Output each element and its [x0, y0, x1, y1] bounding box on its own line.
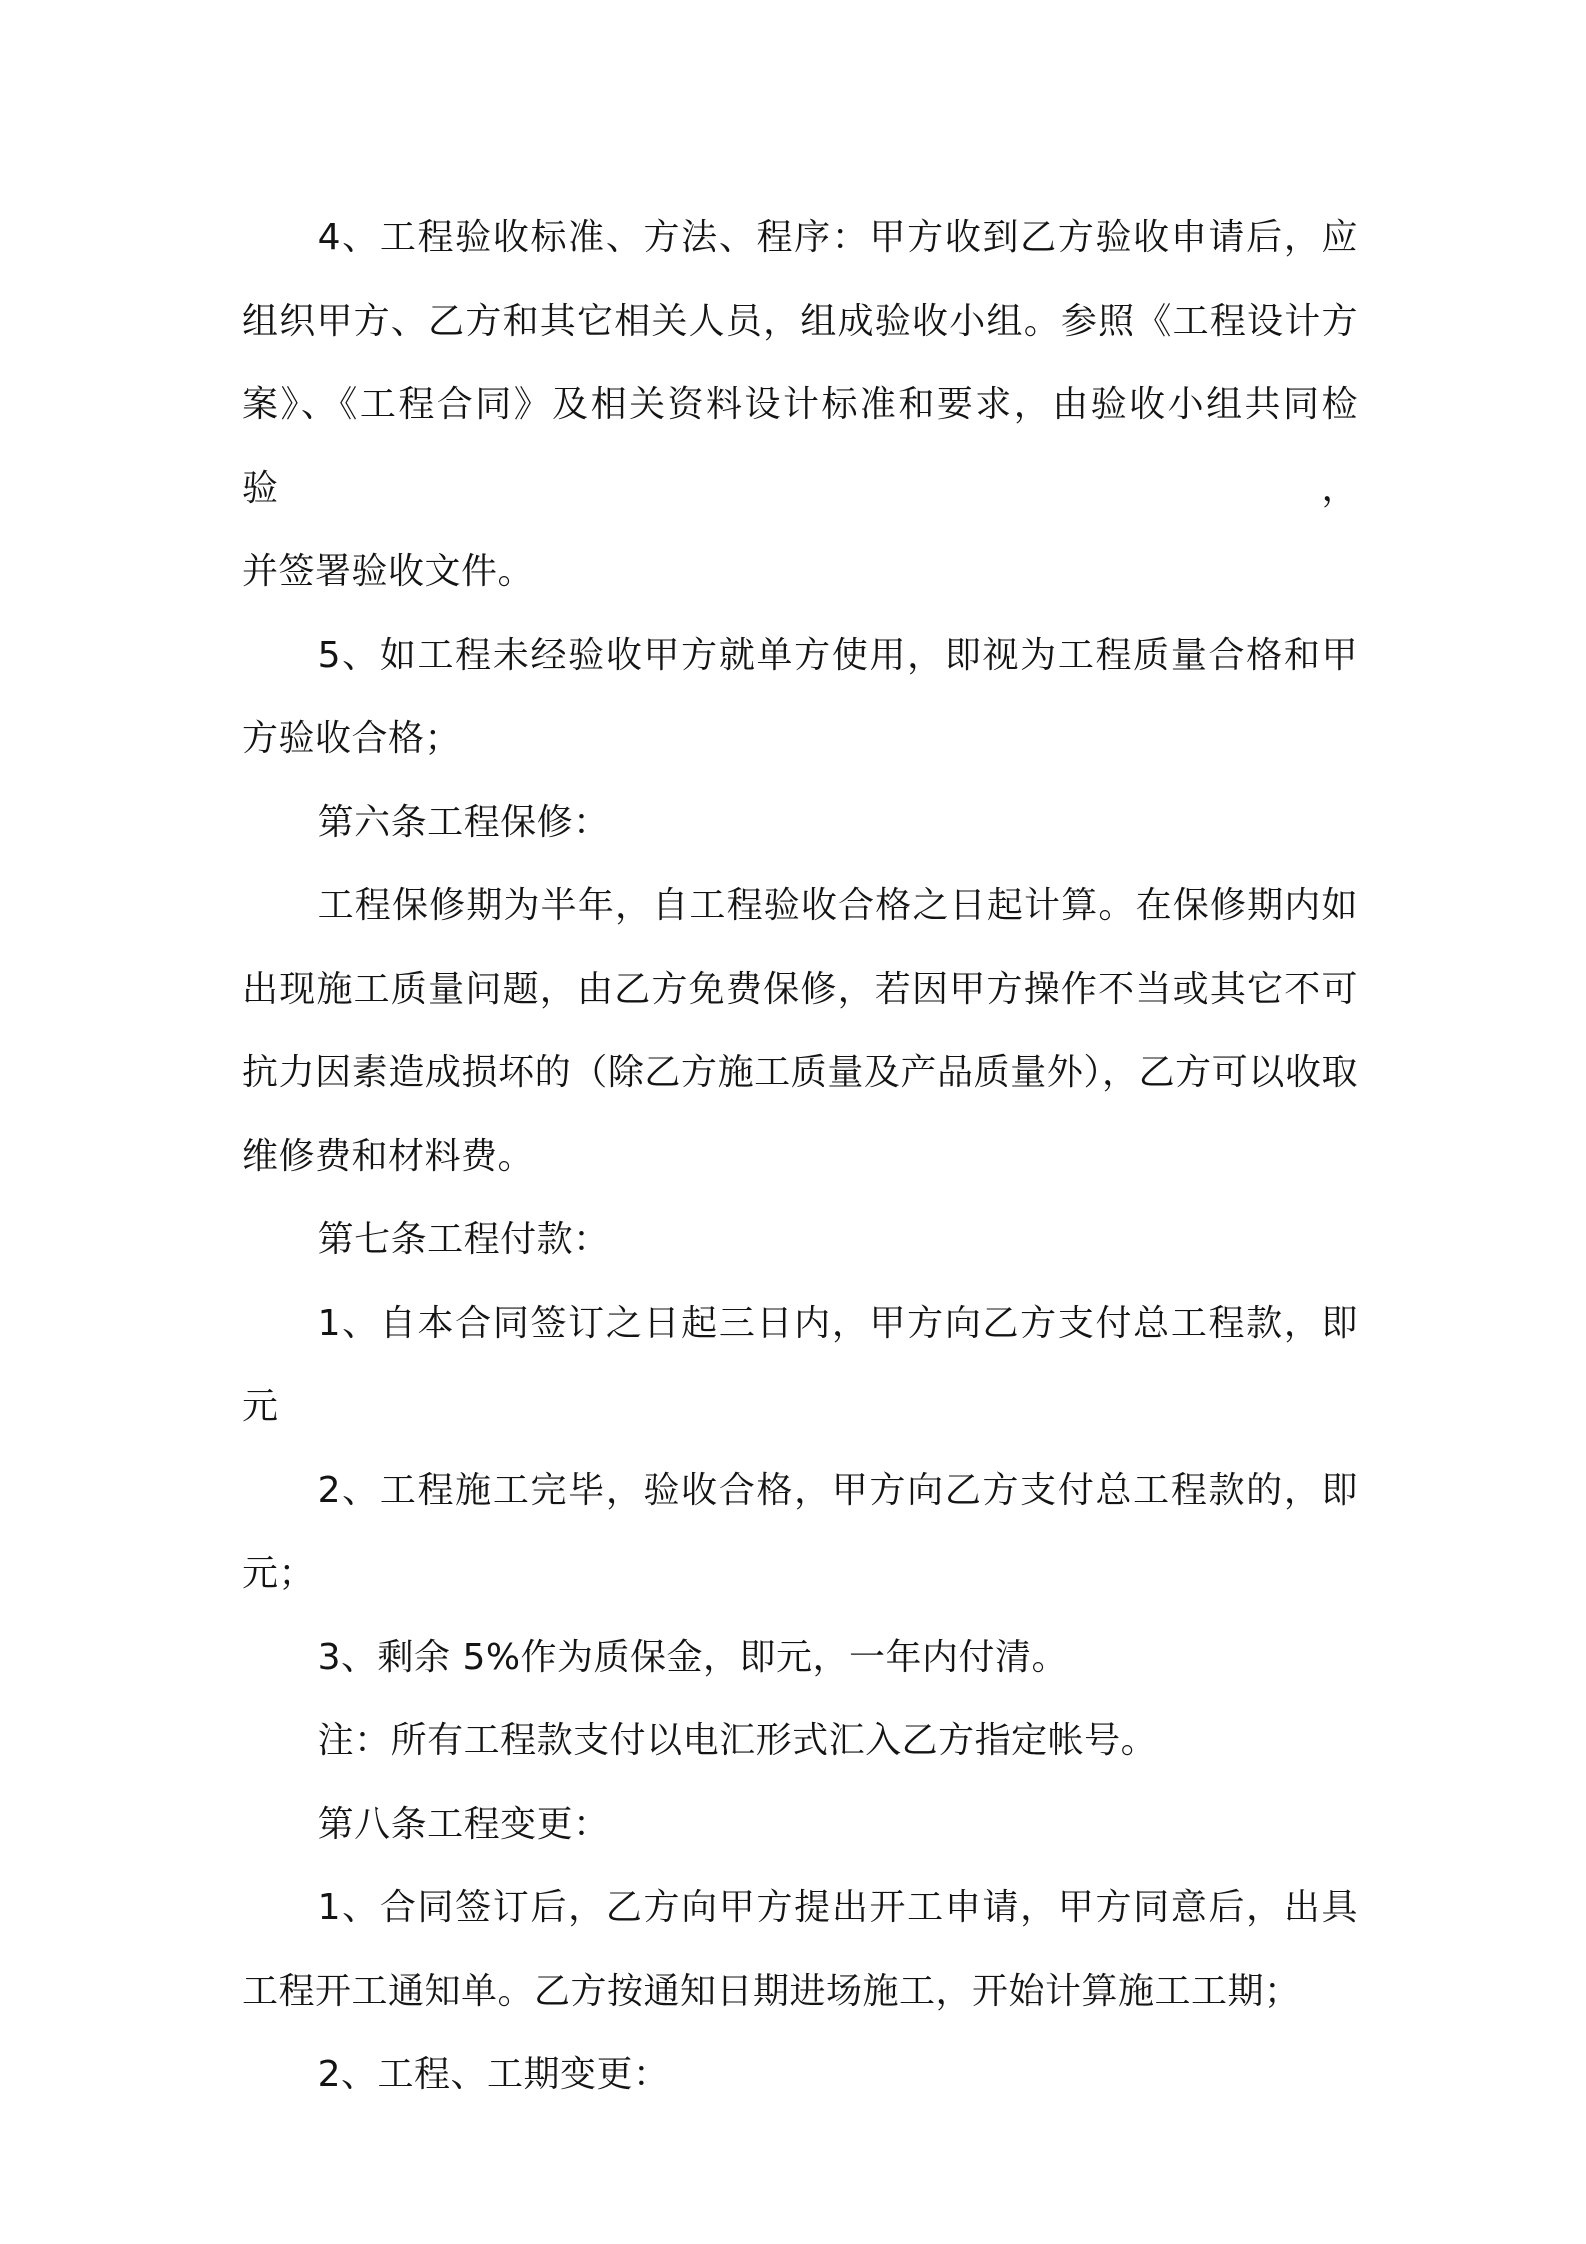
text-line: 注：所有工程款支付以电汇形式汇入乙方指定帐号。 — [317, 1720, 1158, 1761]
document-body — [242, 196, 1358, 2117]
text-line: 出现施工质量问题，由乙方免费保修，若因甲方操作不当或其它不可 — [242, 968, 1358, 1010]
text-line: 案》、《工程合同》及相关资料设计标准和要求，由验收小组共同检验， — [242, 384, 1358, 509]
text-line: 第八条工程变更： — [317, 1803, 610, 1845]
text-line: 1、合同签订后，乙方向甲方提出开工申请，甲方同意后，出具 — [317, 1887, 1358, 1928]
text-line: 维修费和材料费。 — [242, 1135, 535, 1177]
text-line: 抗力因素造成损坏的（除乙方施工质量及产品质量外），乙方可以收取 — [242, 1052, 1358, 1093]
text-line: 3、剩余 5%作为质保金，即元，一年内付清。 — [317, 1636, 1069, 1678]
paragraph-unilateral-use — [242, 614, 1358, 781]
text-line: 4、工程验收标准、方法、程序：甲方收到乙方验收申请后，应 — [317, 217, 1358, 258]
text-line: 2、工程施工完毕，验收合格，甲方向乙方支付总工程款的，即 — [317, 1469, 1358, 1511]
text-line: 工程开工通知单。乙方按通知日期进场施工，开始计算施工工期； — [242, 1970, 1301, 2012]
paragraph-payment-1 — [242, 1282, 1358, 1449]
paragraph-payment-3 — [242, 1616, 1358, 1700]
text-line: 2、工程、工期变更： — [317, 2054, 670, 2095]
text-line: 并签署验收文件。 — [242, 551, 535, 592]
heading-article-6-warranty — [242, 781, 1358, 865]
text-line: 第六条工程保修： — [317, 801, 610, 843]
text-line: 元 — [242, 1386, 279, 1427]
paragraph-acceptance-standard — [242, 196, 1358, 614]
paragraph-payment-note — [242, 1699, 1358, 1783]
heading-article-7-payment — [242, 1198, 1358, 1282]
paragraph-payment-2 — [242, 1449, 1358, 1616]
text-line: 1、自本合同签订之日起三日内，甲方向乙方支付总工程款，即 — [317, 1302, 1358, 1344]
paragraph-changes-1 — [242, 1866, 1358, 2033]
heading-article-8-changes — [242, 1783, 1358, 1867]
text-line: 组织甲方、乙方和其它相关人员，组成验收小组。参照《工程设计方 — [242, 300, 1358, 342]
text-line: 方验收合格； — [242, 718, 462, 759]
paragraph-warranty-terms — [242, 864, 1358, 1198]
text-line: 5、如工程未经验收甲方就单方使用，即视为工程质量合格和甲 — [317, 634, 1358, 676]
text-line: 元； — [242, 1553, 316, 1594]
text-line: 工程保修期为半年，自工程验收合格之日起计算。在保修期内如 — [317, 885, 1358, 926]
text-line: 第七条工程付款： — [317, 1219, 610, 1260]
paragraph-changes-2 — [242, 2033, 1358, 2117]
